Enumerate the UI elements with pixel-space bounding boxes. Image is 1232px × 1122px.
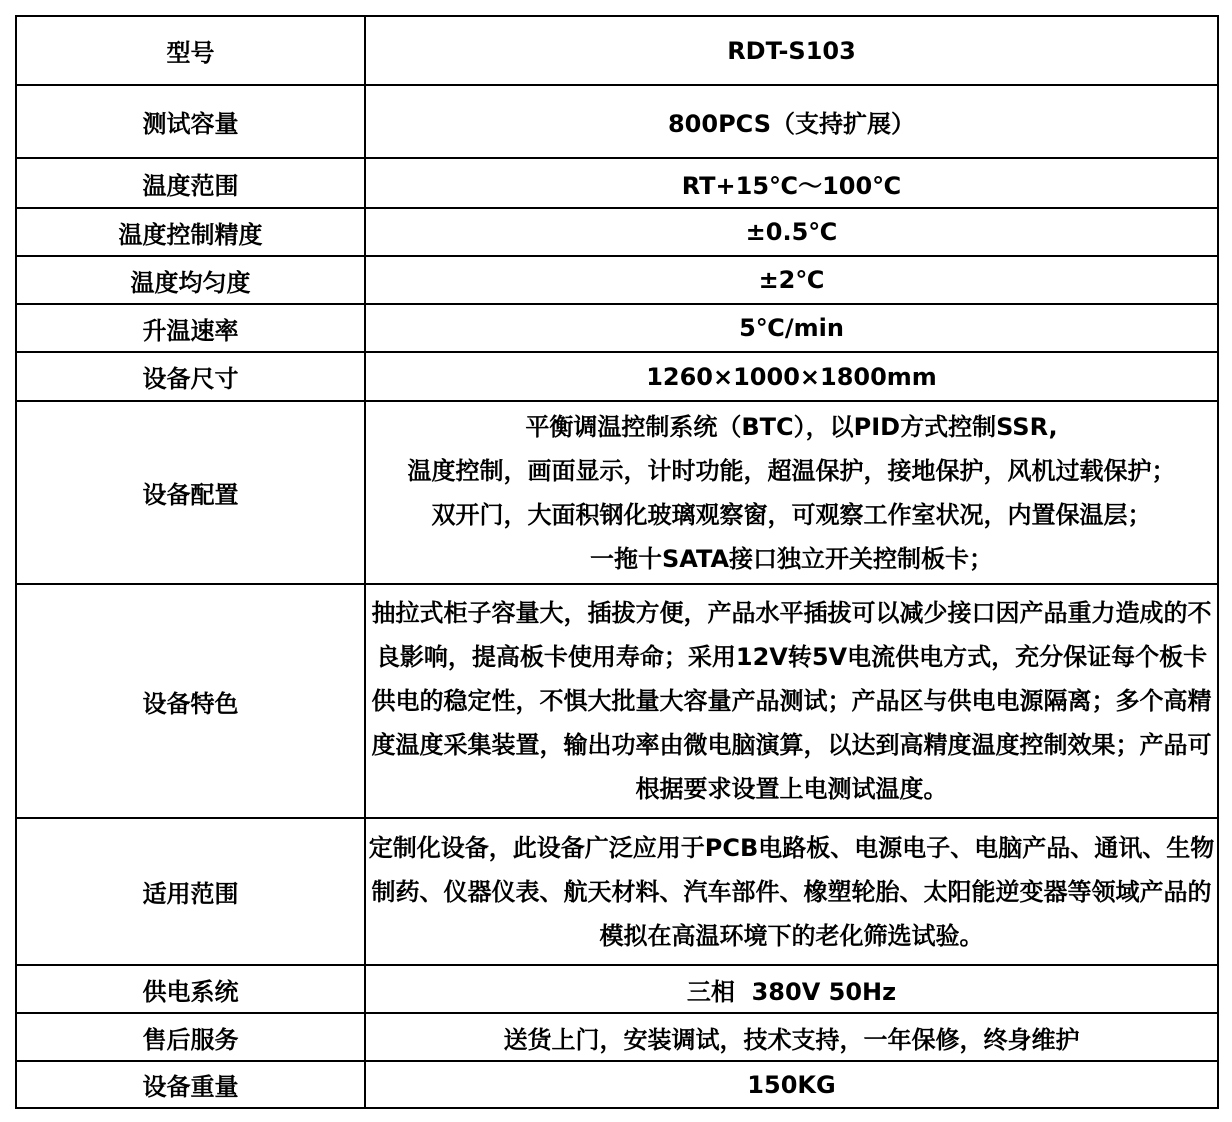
table-row [16, 1061, 1218, 1108]
spec-table [15, 15, 1219, 1109]
row-label: 设备配置 [16, 401, 365, 584]
row-label: 售后服务 [16, 1013, 365, 1061]
row-value-config [365, 401, 1218, 584]
row-value: 1260×1000×1800mm [365, 352, 1218, 401]
row-value: RT+15℃～100℃ [365, 158, 1218, 208]
row-label: 型号 [16, 16, 365, 85]
row-value: 800PCS（支持扩展） [365, 85, 1218, 158]
row-value-scope: 定制化设备，此设备广泛应用于PCB电路板、电源电子、电脑产品、通讯、生物制药、仪器仪表、航天材料、汽车部件、橡塑轮胎、太阳能逆变器等领域产品的模拟在高温环境下的老化筛选试验。 [365, 818, 1218, 965]
config-line: 一拖十SATA接口独立开关控制板卡； [589, 544, 994, 573]
config-line: 双开门，大面积钢化玻璃观察窗，可观察工作室状况，内置保温层； [431, 500, 1152, 529]
row-label: 供电系统 [16, 965, 365, 1013]
row-value: ±2℃ [365, 256, 1218, 304]
row-value: ±0.5℃ [365, 208, 1218, 256]
table-row [16, 818, 1218, 965]
table-row [16, 1013, 1218, 1061]
row-label: 设备重量 [16, 1061, 365, 1108]
table-row [16, 965, 1218, 1013]
row-value: 150KG [365, 1061, 1218, 1108]
row-label: 温度控制精度 [16, 208, 365, 256]
table-row [16, 401, 1218, 584]
row-value: RDT-S103 [365, 16, 1218, 85]
row-value: 5℃/min [365, 304, 1218, 352]
row-label: 测试容量 [16, 85, 365, 158]
config-line: 平衡调温控制系统（BTC），以PID方式控制SSR, [525, 412, 1058, 441]
row-value-features: 抽拉式柜子容量大，插拔方便，产品水平插拔可以减少接口因产品重力造成的不良影响，提高板卡使用寿命；采用12V转5V电流供电方式，充分保证每个板卡供电的稳定性，不惧大批量大容量产品测试；产品区与供电电源隔离；多个高精度温度采集装置，输出功率由微电脑演算，以达到高精度温度控制效果；产品可根据要求设置上电测试温度。 [365, 584, 1218, 818]
row-value: 三相 380V 50Hz [365, 965, 1218, 1013]
row-label: 设备尺寸 [16, 352, 365, 401]
row-value: 送货上门，安装调试，技术支持，一年保修，终身维护 [365, 1013, 1218, 1061]
table-row [16, 158, 1218, 208]
table-row [16, 85, 1218, 158]
table-row [16, 208, 1218, 256]
table-row [16, 584, 1218, 818]
table-row [16, 256, 1218, 304]
table-row [16, 304, 1218, 352]
config-line: 温度控制，画面显示，计时功能，超温保护，接地保护，风机过载保护； [407, 456, 1176, 485]
row-label: 温度均匀度 [16, 256, 365, 304]
row-label: 适用范围 [16, 818, 365, 965]
table-row [16, 352, 1218, 401]
row-label: 温度范围 [16, 158, 365, 208]
row-label: 设备特色 [16, 584, 365, 818]
row-label: 升温速率 [16, 304, 365, 352]
table-row [16, 16, 1218, 85]
